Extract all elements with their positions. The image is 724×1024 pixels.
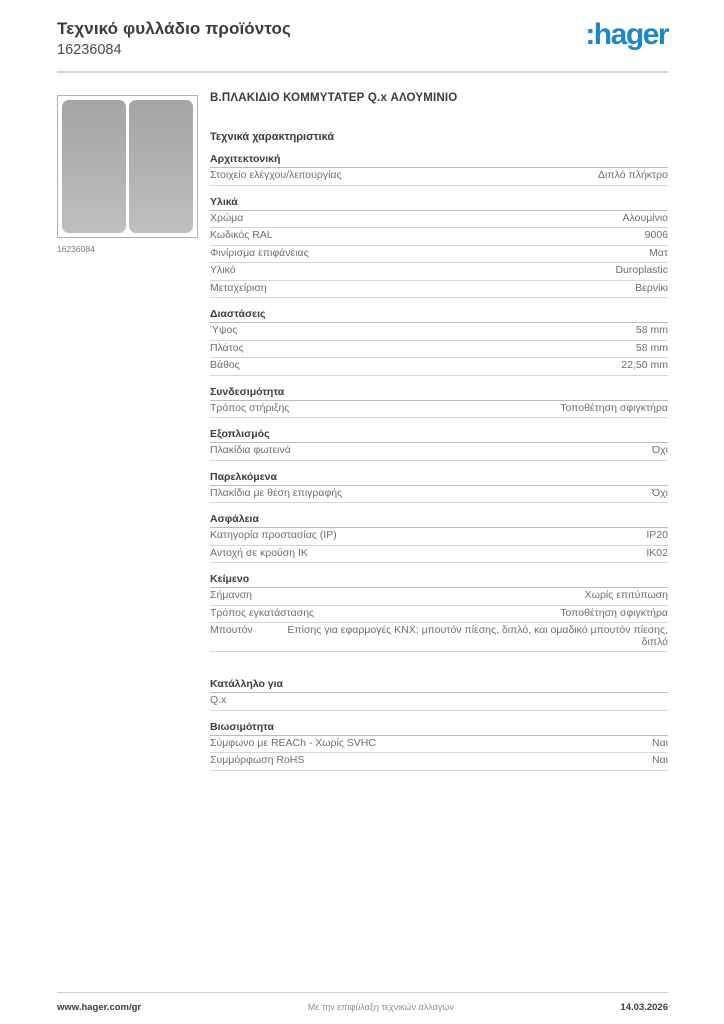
hager-logo: :hager xyxy=(585,18,668,51)
section-heading: Εξοπλισμός xyxy=(210,428,668,443)
spec-value: Διπλό πλήκτρο xyxy=(598,169,668,181)
spec-section xyxy=(210,386,668,419)
spec-label: Αντοχή σε κρούση IK xyxy=(210,546,308,559)
spec-label: Ύψος xyxy=(210,324,238,336)
spec-label: Κατηγορία προστασίας (IP) xyxy=(210,529,337,541)
spec-section xyxy=(210,678,668,711)
spec-section xyxy=(210,721,668,771)
section-rows xyxy=(210,736,668,771)
spec-value: IP20 xyxy=(646,529,668,541)
spec-value: Χωρίς επιτύπωση xyxy=(584,589,668,601)
spec-label: Πλάτος xyxy=(210,341,244,354)
spec-row xyxy=(210,606,668,624)
spec-label: Φινίρισμα επιφάνειας xyxy=(210,246,309,259)
product-image-caption: 16236084 xyxy=(57,244,95,254)
rocker-right xyxy=(129,100,193,233)
spec-sections xyxy=(210,153,668,771)
spec-value: 22,50 mm xyxy=(621,359,668,371)
section-rows xyxy=(210,486,668,504)
spec-section xyxy=(210,513,668,563)
spec-section xyxy=(210,196,668,299)
spec-row xyxy=(210,263,668,281)
section-heading: Βιωσιμότητα xyxy=(210,721,668,736)
section-heading: Αρχιτεκτονική xyxy=(210,153,668,168)
spec-value: Ματ xyxy=(649,246,668,259)
spec-section xyxy=(210,471,668,504)
spec-row xyxy=(210,736,668,754)
spec-row xyxy=(210,281,668,299)
footer-divider xyxy=(57,992,668,993)
spec-label: Πλακίδια φωτεινά xyxy=(210,444,291,456)
spec-row xyxy=(210,588,668,606)
section-rows xyxy=(210,211,668,299)
spec-value: Τοποθέτηση σφιγκτήρα xyxy=(560,401,668,414)
page-footer xyxy=(57,1002,668,1013)
spec-section xyxy=(210,153,668,186)
spec-label: Τρόπος εγκατάστασης xyxy=(210,606,315,619)
spec-row xyxy=(210,623,668,652)
section-heading: Κείμενο xyxy=(210,573,668,588)
spec-row xyxy=(210,486,668,504)
spec-label: Πλακίδια με θέση επιγραφής xyxy=(210,486,343,499)
section-heading: Ασφάλεια xyxy=(210,513,668,528)
spec-value: Duroplastic xyxy=(615,264,668,276)
footer-date: 14.03.2026 xyxy=(620,1002,668,1013)
product-title: Β.ΠΛΑΚΙΔΙΟ ΚΟΜΜΥΤΑΤΕΡ Q.x ΑΛΟΥΜΙΝΙΟ xyxy=(210,92,458,104)
spec-label: Στοιχείο ελέγχου/λειτουργίας xyxy=(210,169,342,181)
footer-disclaimer: Με την επιφύλαξη τεχνικών αλλαγών xyxy=(307,1002,454,1012)
spec-value: 58 mm xyxy=(635,324,668,336)
section-rows xyxy=(210,693,668,711)
spec-value: Ναι xyxy=(652,736,668,749)
document-title: Τεχνικό φυλλάδιο προϊόντος xyxy=(57,19,291,38)
spec-value: Όχι xyxy=(652,486,668,499)
section-rows xyxy=(210,588,668,652)
spec-row xyxy=(210,401,668,419)
product-image xyxy=(57,95,198,238)
spec-row xyxy=(210,323,668,341)
spec-section xyxy=(210,308,668,376)
spec-section xyxy=(210,573,668,652)
rocker-left xyxy=(62,100,126,233)
content-column xyxy=(210,92,668,771)
spec-row xyxy=(210,528,668,546)
spec-row xyxy=(210,341,668,359)
section-heading: Κατάλληλο για xyxy=(210,678,668,693)
spec-value: 9006 xyxy=(644,229,668,241)
section-rows xyxy=(210,323,668,376)
footer-website-link[interactable]: www.hager.com/gr xyxy=(57,1002,142,1013)
spec-label: Χρώμα xyxy=(210,211,244,224)
spec-value: 58 mm xyxy=(635,341,668,354)
spec-label: Κωδικός RAL xyxy=(210,229,273,241)
spec-value: IK02 xyxy=(646,546,668,559)
spec-row xyxy=(210,753,668,771)
section-heading: Παρελκόμενα xyxy=(210,471,668,486)
spec-label: Μεταχείριση xyxy=(210,281,267,294)
spec-row xyxy=(210,228,668,246)
spec-label: Συμμόρφωση RoHS xyxy=(210,754,305,766)
section-heading: Διαστάσεις xyxy=(210,308,668,323)
spec-section xyxy=(210,428,668,461)
spec-row xyxy=(210,443,668,461)
spec-value: Βερνίκι xyxy=(635,281,668,294)
spec-label: Υλικό xyxy=(210,264,236,276)
spec-row xyxy=(210,246,668,264)
spec-value: Ναι xyxy=(652,754,668,766)
spec-value: Όχι xyxy=(652,444,668,456)
spec-value: Επίσης για εφαρμογές KNX: μπουτόν πίεσης, διπλό, και ομαδικό μπουτόν πίεσης, διπλό xyxy=(287,624,668,648)
tech-characteristics-heading: Τεχνικά χαρακτηριστικά xyxy=(210,131,335,143)
section-rows xyxy=(210,401,668,419)
header-divider xyxy=(57,71,668,73)
spec-label: Q.x xyxy=(210,694,227,706)
section-rows xyxy=(210,528,668,563)
section-heading: Υλικά xyxy=(210,196,668,211)
section-rows xyxy=(210,443,668,461)
spec-label: Σύμφωνο με REACh - Χωρίς SVHC xyxy=(210,736,376,749)
page-header xyxy=(57,19,668,58)
header-product-code: 16236084 xyxy=(57,42,122,58)
spec-row xyxy=(210,168,668,186)
spec-row xyxy=(210,358,668,376)
spec-row xyxy=(210,546,668,564)
spec-label: Σήμανση xyxy=(210,589,253,601)
section-rows xyxy=(210,168,668,186)
spec-label: Βάθος xyxy=(210,359,240,371)
spec-value: Αλουμίνιο xyxy=(622,211,668,224)
spec-value: Τοποθέτηση σφιγκτήρα xyxy=(560,606,668,619)
spec-label: Μπουτόν xyxy=(210,624,253,636)
section-heading: Συνδεσιμότητα xyxy=(210,386,668,401)
spec-row xyxy=(210,693,668,711)
spec-row xyxy=(210,211,668,229)
spec-label: Τρόπος στήριξης xyxy=(210,401,290,414)
